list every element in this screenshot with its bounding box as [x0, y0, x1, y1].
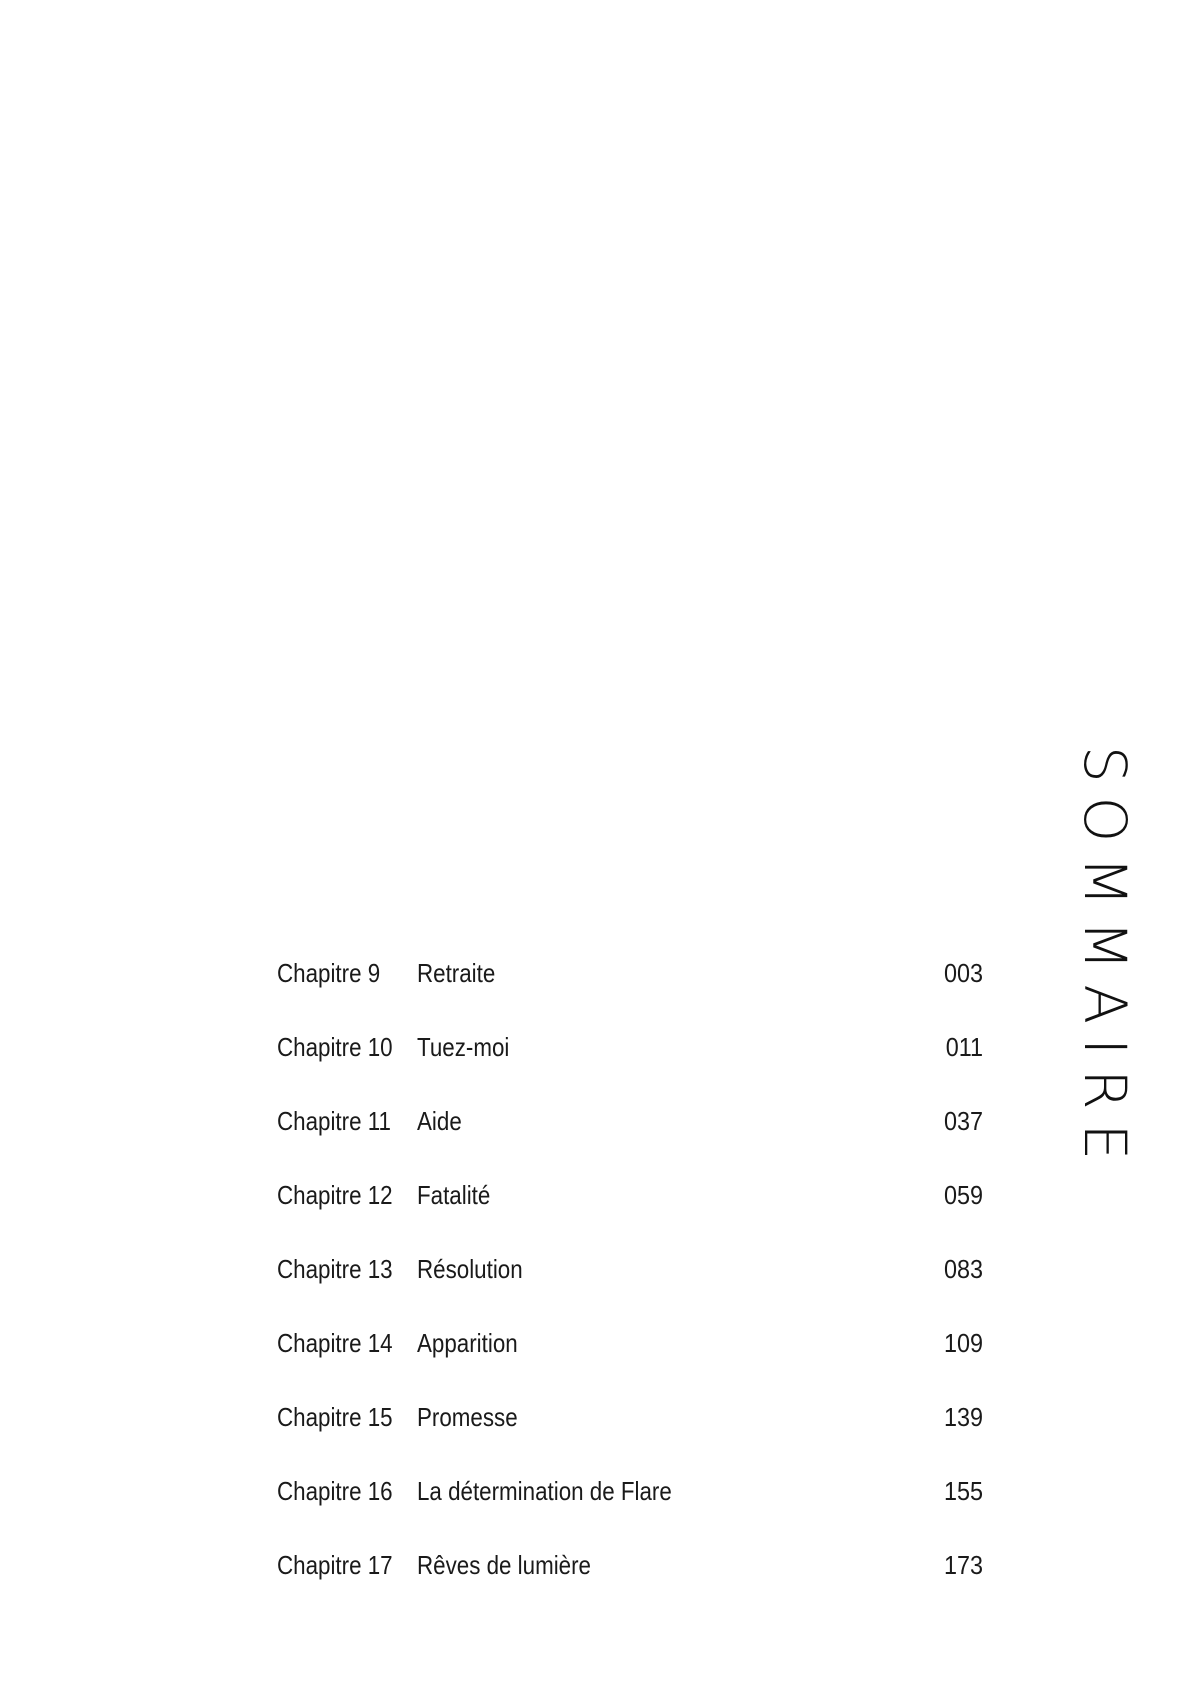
toc-page-number: 037	[943, 1106, 983, 1136]
toc-entry	[277, 1180, 983, 1254]
toc-entry	[277, 958, 983, 1032]
toc-chapter-title: Retraite	[417, 958, 496, 988]
toc-entry	[277, 1328, 983, 1402]
toc-chapter-title: Fatalité	[417, 1180, 491, 1210]
toc-chapter-number: Chapitre 13	[277, 1254, 393, 1284]
toc-chapter-title: Tuez-moi	[417, 1032, 510, 1062]
toc-page-number: 003	[943, 958, 983, 988]
toc-page-number: 139	[943, 1402, 983, 1432]
toc-chapter-title: La détermination de Flare	[417, 1476, 672, 1506]
toc-entry	[277, 1550, 983, 1624]
sommaire-heading	[1071, 740, 1139, 1180]
toc-chapter-number: Chapitre 12	[277, 1180, 393, 1210]
toc-chapter-number: Chapitre 17	[277, 1550, 393, 1580]
toc-page-number: 173	[943, 1550, 983, 1580]
sommaire-heading-text: SOMMAIRE	[1071, 745, 1139, 1175]
toc-page-number: 011	[945, 1032, 983, 1062]
toc-entry	[277, 1032, 983, 1106]
toc-chapter-number: Chapitre 14	[277, 1328, 393, 1358]
toc-chapter-title: Aide	[417, 1106, 462, 1136]
toc-entry	[277, 1476, 983, 1550]
toc-chapter-number: Chapitre 11	[277, 1106, 391, 1136]
toc-chapter-title: Résolution	[417, 1254, 523, 1284]
toc-chapter-title: Rêves de lumière	[417, 1550, 591, 1580]
table-of-contents	[277, 958, 983, 1624]
toc-chapter-number: Chapitre 10	[277, 1032, 393, 1062]
toc-entry	[277, 1402, 983, 1476]
toc-chapter-number: Chapitre 16	[277, 1476, 393, 1506]
toc-entry	[277, 1106, 983, 1180]
toc-chapter-number: Chapitre 9	[277, 958, 381, 988]
toc-entry	[277, 1254, 983, 1328]
toc-chapter-title: Promesse	[417, 1402, 518, 1432]
toc-page-number: 155	[943, 1476, 983, 1506]
toc-page-number: 059	[943, 1180, 983, 1210]
toc-chapter-number: Chapitre 15	[277, 1402, 393, 1432]
toc-page-number: 083	[943, 1254, 983, 1284]
toc-page-number: 109	[943, 1328, 983, 1358]
toc-chapter-title: Apparition	[417, 1328, 518, 1358]
